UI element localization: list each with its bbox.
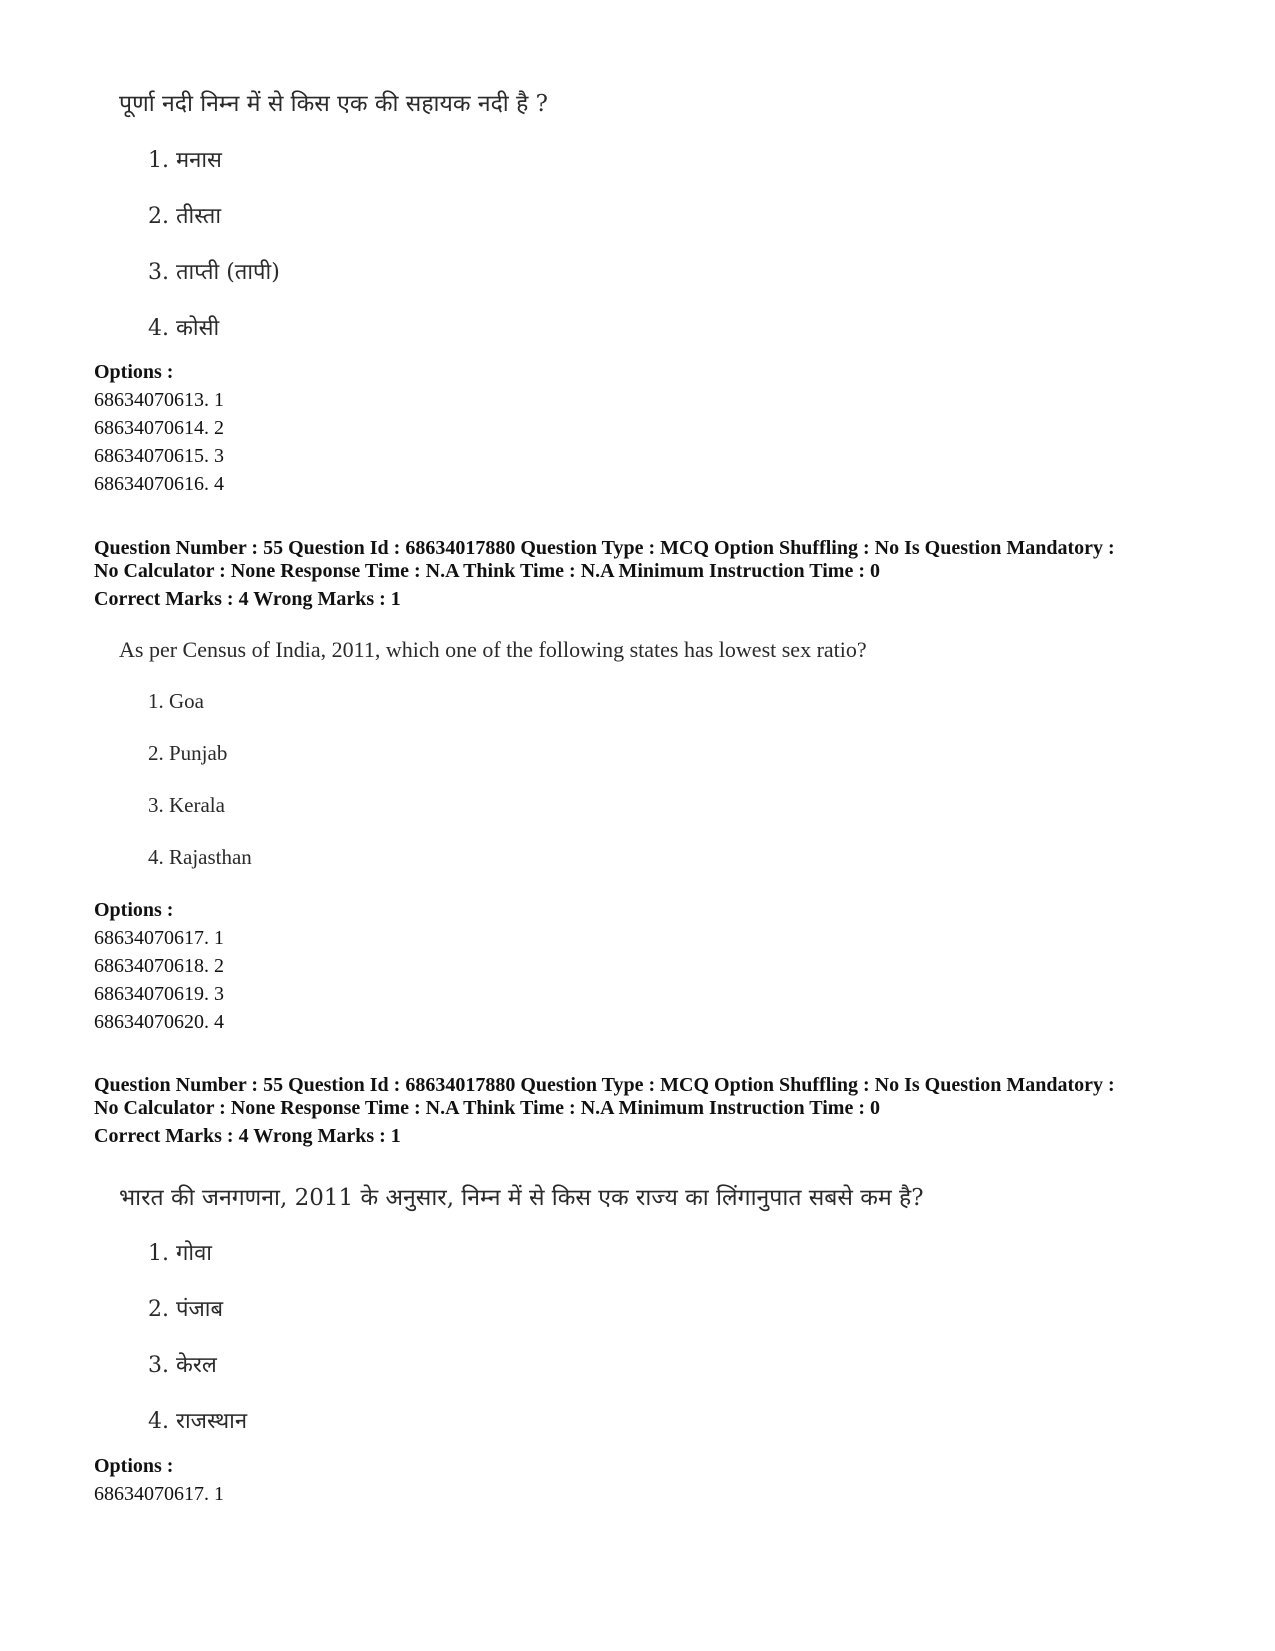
choice-4: 4. राजस्थान [148,1409,248,1434]
option-id-line: 68634070620. 4 [94,1011,224,1033]
question-text-hindi-1: पूर्णा नदी निम्न में से किस एक की सहायक नदी है ? [119,91,548,117]
choice-1: 1. गोवा [148,1241,212,1266]
options-heading: Options : [94,899,174,921]
choice-2: 2. पंजाब [148,1297,224,1322]
question-marks: Correct Marks : 4 Wrong Marks : 1 [94,588,401,610]
question-meta-line-1: Question Number : 55 Question Id : 68634017880 Question Type : MCQ Option Shuffling : No Is Question Mandatory : [94,537,1115,559]
choice-2: 2. Punjab [148,741,228,765]
question-meta-line-2: No Calculator : None Response Time : N.A Think Time : N.A Minimum Instruction Time : 0 [94,1097,880,1119]
option-id-line: 68634070613. 1 [94,389,224,411]
choice-1: 1. मनास [148,148,222,173]
choice-4: 4. कोसी [148,316,220,341]
choice-1: 1. Goa [148,689,204,713]
options-heading: Options : [94,1455,174,1477]
option-id-line: 68634070617. 1 [94,1483,224,1505]
option-id-line: 68634070614. 2 [94,417,224,439]
choice-2: 2. तीस्ता [148,204,222,229]
choice-3: 3. Kerala [148,793,225,817]
options-heading: Options : [94,361,174,383]
question-meta-line-2: No Calculator : None Response Time : N.A Think Time : N.A Minimum Instruction Time : 0 [94,560,880,582]
option-id-line: 68634070619. 3 [94,983,224,1005]
option-id-line: 68634070618. 2 [94,955,224,977]
choice-3: 3. ताप्ती (तापी) [148,260,280,285]
option-id-line: 68634070615. 3 [94,445,224,467]
question-text-hindi-2: भारत की जनगणना, 2011 के अनुसार, निम्न में से किस एक राज्य का लिंगानुपात सबसे कम है? [119,1185,924,1211]
choice-4: 4. Rajasthan [148,845,252,869]
question-marks: Correct Marks : 4 Wrong Marks : 1 [94,1125,401,1147]
option-id-line: 68634070616. 4 [94,473,224,495]
choice-3: 3. केरल [148,1353,217,1378]
option-id-line: 68634070617. 1 [94,927,224,949]
question-text-english: As per Census of India, 2011, which one of the following states has lowest sex ratio? [119,637,867,662]
question-meta-line-1: Question Number : 55 Question Id : 68634017880 Question Type : MCQ Option Shuffling : No Is Question Mandatory : [94,1074,1115,1096]
